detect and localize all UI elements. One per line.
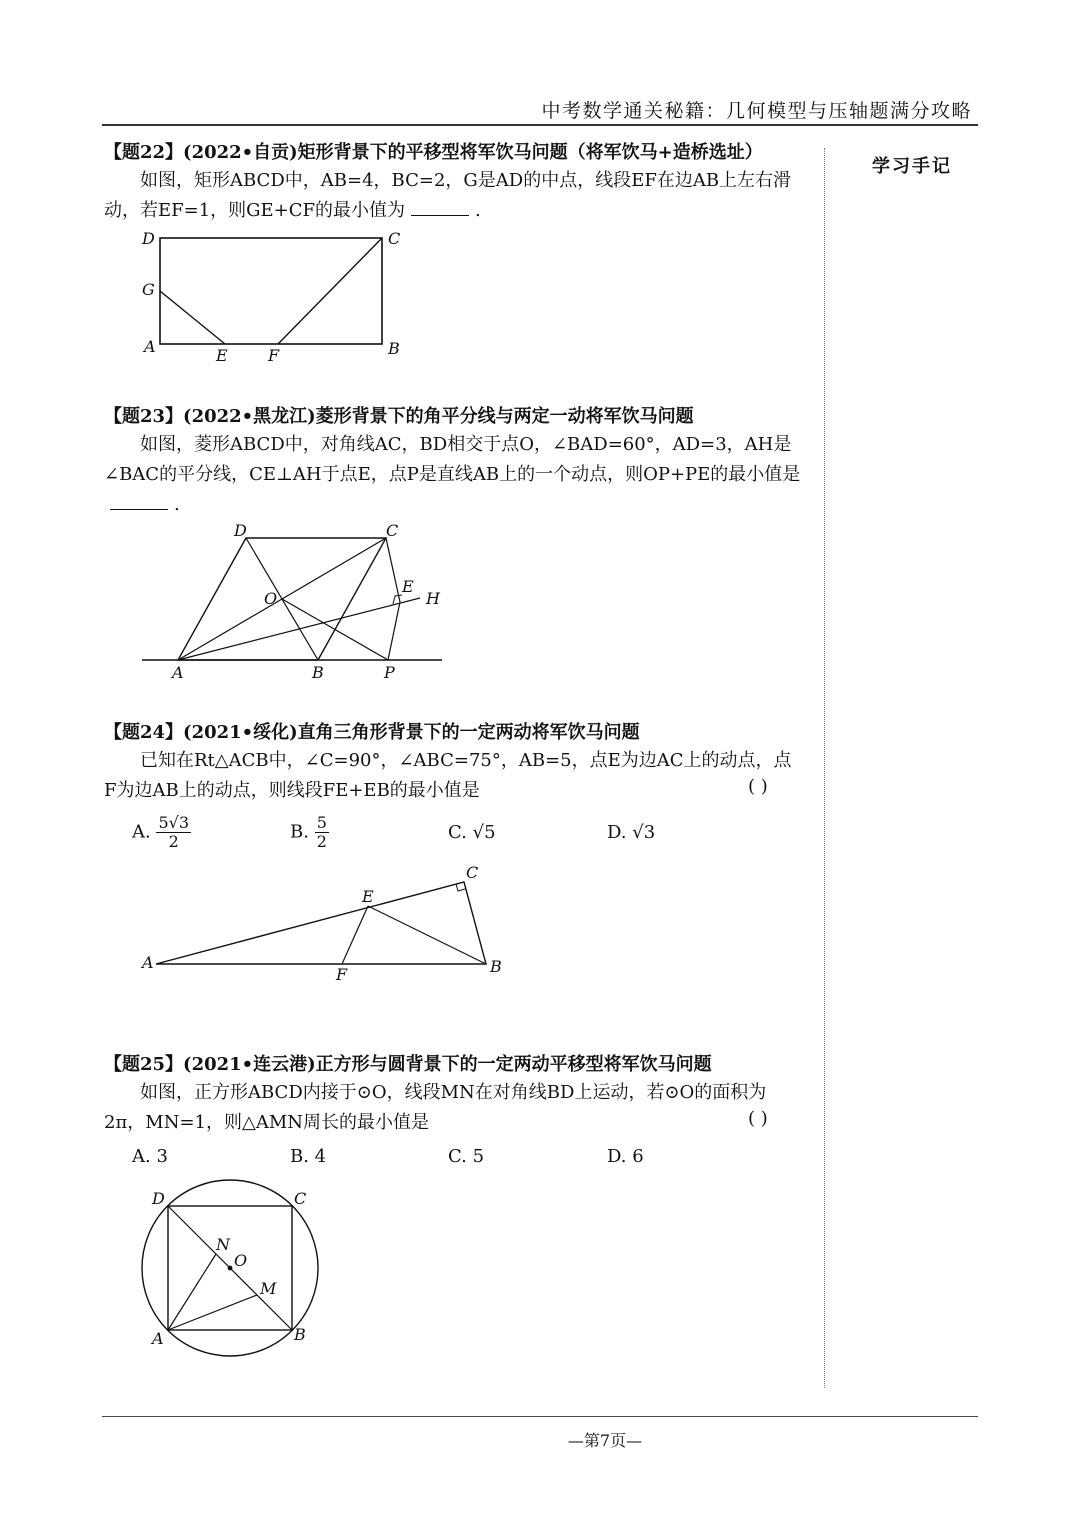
answer-paren[interactable]: ( ): [748, 776, 768, 797]
option-b-numerator: 5: [316, 813, 327, 832]
label-C: C: [466, 863, 479, 882]
option-c-label: C.: [448, 822, 467, 843]
answer-paren[interactable]: ( ): [748, 1108, 768, 1129]
label-H: H: [426, 589, 440, 608]
option-b-fraction: [315, 814, 329, 851]
header-divider: [102, 124, 978, 126]
problem-22-end: .: [475, 200, 481, 221]
problem-24-figure: [130, 860, 510, 990]
footer-divider: [102, 1416, 978, 1417]
option-a-fraction: [156, 814, 191, 851]
problem-25-heading: 【题25】(2021•连云港)正方形与圆背景下的一定两动平移型将军饮马问题: [104, 1054, 712, 1075]
label-D: D: [142, 229, 155, 248]
label-O: O: [234, 1251, 248, 1270]
label-M: M: [260, 1279, 277, 1298]
option-d-label: D.: [607, 822, 627, 843]
label-A: A: [172, 663, 184, 682]
problem-22-figure: [130, 222, 420, 372]
problem-24-text: 已知在Rt△ACB中，∠C=90°，∠ABC=75°，AB=5，点E为边AC上的动点，点F为边AB上的动点，则线段FE+EB的最小值是: [104, 750, 792, 801]
answer-blank[interactable]: [411, 197, 469, 216]
option-a-label: A.: [132, 821, 151, 843]
option-a[interactable]: A. 3: [132, 1146, 168, 1167]
label-E: E: [362, 887, 374, 906]
page-number: —第7页—: [567, 1431, 643, 1450]
label-E: E: [216, 346, 228, 365]
label-A: A: [152, 1329, 164, 1348]
label-B: B: [490, 957, 502, 976]
option-b-denominator: 2: [316, 832, 327, 851]
problem-25-text: 如图，正方形ABCD内接于⊙O，线段MN在对角线BD上运动，若⊙O的面积为2π，MN=1，则△AMN周长的最小值是: [104, 1082, 767, 1133]
document-header-title: 中考数学通关秘籍：几何模型与压轴题满分攻略: [541, 100, 972, 122]
label-O: O: [264, 589, 278, 608]
option-d-value: √3: [632, 822, 656, 843]
label-B: B: [388, 339, 400, 358]
problem-23-statement: 如图，菱形ABCD中，对角线AC，BD相交于点O，∠BAD=60°，AD=3，AH是∠BAC的平分线，CE⊥AH于点E，点P是直线AB上的一个动点，则OP+PE的最小值是: [104, 434, 801, 485]
label-F: F: [336, 965, 348, 984]
label-N: N: [216, 1235, 230, 1254]
option-a-denominator: 2: [168, 832, 179, 851]
label-C: C: [388, 229, 401, 248]
option-d[interactable]: D. 6: [607, 1146, 644, 1167]
problem-22-text: [104, 166, 804, 226]
label-A: A: [144, 337, 156, 356]
label-B: B: [312, 663, 324, 682]
option-d[interactable]: [607, 822, 655, 843]
study-notes-title: 学习手记: [872, 156, 952, 177]
option-a[interactable]: [132, 814, 191, 851]
label-P: P: [384, 663, 395, 682]
problem-22-statement: 如图，矩形ABCD中，AB=4，BC=2，G是AD的中点，线段EF在边AB上左右滑动，若EF=1，则GE+CF的最小值为: [104, 170, 792, 221]
option-c-value: √5: [472, 822, 496, 843]
problem-23-heading: 【题23】(2022•黑龙江)菱形背景下的角平分线与两定一动将军饮马问题: [104, 406, 694, 427]
label-D: D: [152, 1189, 165, 1208]
label-E: E: [402, 577, 414, 596]
label-D: D: [234, 521, 247, 540]
option-b-label: B.: [290, 821, 309, 843]
option-c[interactable]: C. 5: [448, 1146, 485, 1167]
problem-24-heading: 【题24】(2021•绥化)直角三角形背景下的一定两动将军饮马问题: [104, 722, 640, 743]
margin-divider: [824, 148, 825, 1388]
option-a-numerator: 5√3: [158, 813, 190, 832]
label-F: F: [268, 346, 280, 365]
problem-23-figure: [130, 518, 450, 684]
label-C: C: [386, 521, 399, 540]
problem-25-figure: [130, 1176, 340, 1366]
problem-22-heading: 【题22】(2022•自贡)矩形背景下的平移型将军饮马问题（将军饮马+造桥选址）: [104, 142, 763, 163]
problem-23-end: .: [174, 494, 180, 515]
label-A: A: [142, 953, 154, 972]
problem-23-text: [104, 430, 804, 520]
answer-blank[interactable]: [110, 491, 168, 510]
option-c[interactable]: [448, 822, 496, 843]
label-C: C: [294, 1189, 307, 1208]
label-G: G: [142, 280, 155, 299]
label-B: B: [294, 1325, 306, 1344]
option-b[interactable]: B. 4: [290, 1146, 327, 1167]
option-b[interactable]: [290, 814, 329, 851]
